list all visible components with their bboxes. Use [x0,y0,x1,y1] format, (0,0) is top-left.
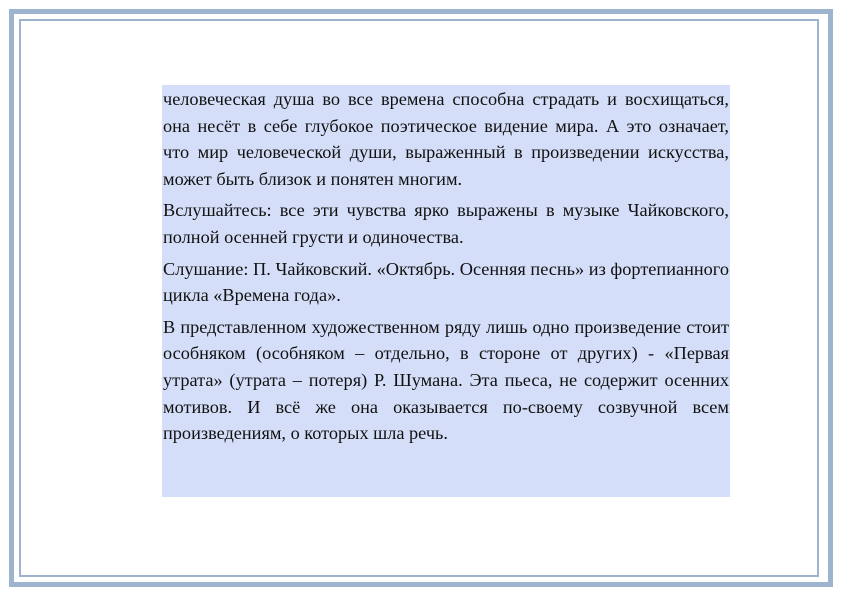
paragraph-3: Слушание: П. Чайковский. «Октябрь. Осенняя песнь» из фортепианного цикла «Времена года». [163,258,729,306]
paragraph-2: Вслушайтесь: все эти чувства ярко выражены в музыке Чайковского, полной осенней грусти и одиночества. [163,200,729,247]
slide-text-block [162,85,730,497]
paragraph-1: человеческая душа во все времена способна страдать и восхищаться, она несёт в себе глубокое поэтическое видение мира. А это означает, что мир человеческой души, выраженный в произведении искусства, может быть близок и понятен многим. [163,89,729,189]
paragraph-4: В представленном художественном ряду лишь одно произведение стоит особняком (особняком – отдельно, в стороне от других) - «Первая утрата» (утрата – потеря) Р. Шумана. Эта пьеса, не содержит осенних мотивов. И всё же она оказывается по-своему созвучной всем произведениям, о которых шла речь. [163,316,729,444]
